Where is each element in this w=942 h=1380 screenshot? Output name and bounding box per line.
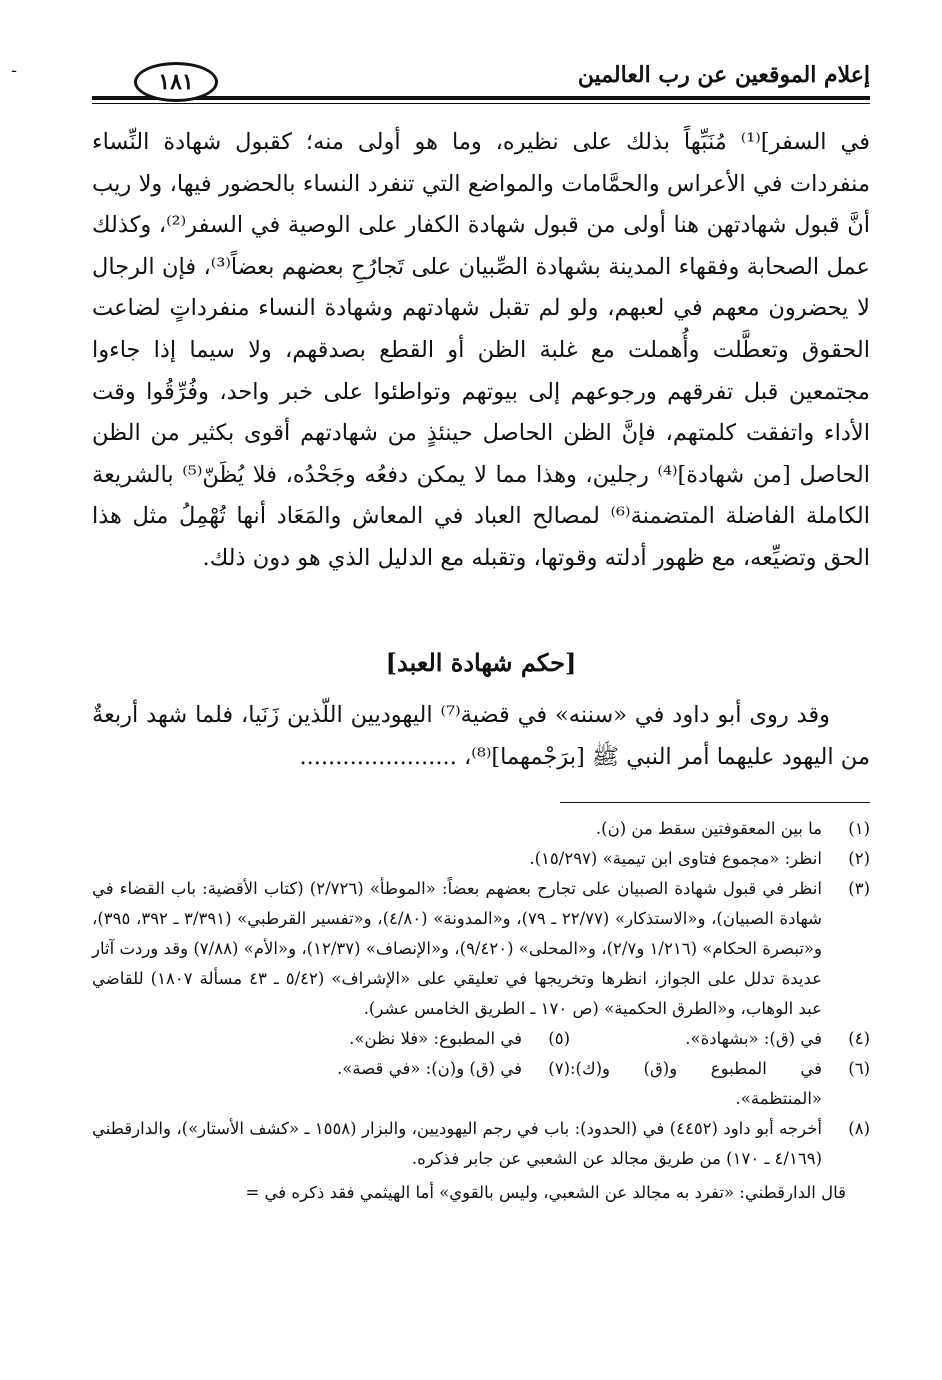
footnote-item <box>570 1024 870 1054</box>
paragraph-text: وقد روى أبو داود في «سننه» في قضية⁽⁷⁾ اليهوديين اللّذين زَنَيا، فلما شهد أربعةٌ من اليهود عليهما أمر النبي ﷺ [برَجْمهما]⁽⁸⁾، <box>92 702 870 770</box>
footnote-item <box>270 1054 570 1114</box>
section-heading: [حكم شهادة العبد] <box>385 648 577 677</box>
ellipsis-dots: ...................... <box>299 744 457 770</box>
footnote-item <box>92 1114 870 1174</box>
footnote-item <box>270 1024 570 1054</box>
footnote-text: في (ق) و(ن): «في قصة». <box>337 1059 522 1078</box>
paragraph <box>92 694 870 778</box>
footnote-text: في (ق): «بشهادة». <box>685 1029 822 1048</box>
footnote-number: (٨) <box>848 1119 870 1138</box>
footnote-row <box>92 1054 870 1114</box>
footnote-text: في المطبوع: «فلا نظن». <box>349 1029 522 1048</box>
footnote-item <box>92 874 870 1024</box>
footnotes <box>92 814 870 1208</box>
page-header <box>92 60 870 100</box>
footnote-row <box>92 1024 870 1054</box>
footnote-text: انظر في قبول شهادة الصبيان على تجارح بعضهم بعضاً: «الموطأ» (٢/٧٢٦) (كتاب الأقضية: باب القضاء في شهادة الصبيان)، و«الاستذكار» (٢٢/٧٧ ـ ٧٩)، و«المدونة» (٤/٨٠)، و«تفسير القرطبي» (٣/٣٩١ ـ ٣٩٢، ٣٩٥)، و«تبصرة الحكام» (١/٢١٦ و٢/٧)، و«المحلى» (٩/٤٢٠)، و«الإنصاف» (١٢/٣٧)، و«الأم» (٧/٨٨) وقد وردت آثار عديدة تدلل على الجواز، انظرها وتخريجها في تعليقي على «الإشراف» (٥/٤٢ ـ ٤٣ مسألة ١٨٠٧) للقاضي عبد الوهاب، و«الطرق الحكمية» (ص ١٧٠ ـ الطريق الخامس عشر). <box>92 879 823 1018</box>
footnote-number: (٢) <box>848 849 870 868</box>
footnote-number: (٦) <box>848 1059 870 1078</box>
footnote-text: أخرجه أبو داود (٤٤٥٢) في (الحدود): باب في رجم اليهوديين، والبزار (١٥٥٨ ـ «كشف الأستار»)، والدارقطني (٤/١٦٩ ـ ١٧٠) من طريق مجالد عن الشعبي عن جابر فذكره. <box>92 1119 823 1168</box>
running-title: إعلام الموقعين عن رب العالمين <box>577 62 870 88</box>
footnote-number: (٧) <box>548 1059 570 1078</box>
footnote-number: (٣) <box>848 879 870 898</box>
main-text <box>92 122 870 580</box>
header-rule <box>92 96 870 100</box>
footnote-item <box>570 1054 870 1114</box>
page-number: ١٨١ <box>134 62 218 102</box>
footnote-item <box>92 814 870 844</box>
footnote-text: ما بين المعقوفتين سقط من (ن). <box>595 819 822 838</box>
footnote-item <box>92 844 870 874</box>
header-rule-thin <box>92 103 870 104</box>
paragraph: في السفر]⁽¹⁾ مُنَبِّهاً بذلك على نظيره، وما هو أولى منه؛ كقبول شهادة النِّساء منفردات في الأعراس والحمَّامات والمواضع التي تنفرد النساء بالحضور فيها، ولا ريب أنَّ قبول شهادتهن هنا أولى من قبول شهادة الكفار على الوصية في السفر⁽²⁾، وكذلك عمل الصحابة وفقهاء المدينة بشهادة الصِّبيان على تَجارُحِ بعضهم بعضاً⁽³⁾، فإن الرجال لا يحضرون معهم في لعبهم، ولو لم تقبل شهادتهم وشهادة النساء منفرداتٍ لضاعت الحقوق وتعطَّلت وأُهملت مع غلبة الظن أو القطع بصدقهم، ولا سيما إذا جاءوا مجتمعين قبل تفرقهم ورجوعهم إلى بيوتهم وتواطئوا على خبر واحد، وفُرِّقُوا وقت الأداء واتفقت كلمتهم، فإنَّ الظن الحاصل حينئذٍ من شهادتهم أقوى بكثير من الظن الحاصل [من شهادة]⁽⁴⁾ رجلين، وهذا مما لا يمكن دفعُه وجَحْدُه، فلا يُظَنّ⁽⁵⁾ بالشريعة الكاملة الفاضلة المتضمنة⁽⁶⁾ لمصالح العباد في المعاش والمَعَاد أنها تُهْمِلُ مثل هذا الحق وتضيِّعه، مع ظهور أدلته وقوتها، وتقبله مع الدليل الذي هو دون ذلك. <box>92 129 870 571</box>
footnote-number: (٤) <box>848 1029 870 1048</box>
footnote-number: (٥) <box>548 1029 570 1048</box>
main-text-continued <box>92 694 870 778</box>
footnote-text: في المطبوع و(ق) و(ك): «المنتظمة». <box>570 1059 822 1108</box>
margin-mark: ـ <box>12 60 17 76</box>
footnote-text: انظر: «مجموع فتاوى ابن تيمية» (١٥/٢٩٧). <box>529 849 822 868</box>
footnote-separator <box>560 802 870 803</box>
footnote-continuation: قال الدارقطني: «تفرد به مجالد عن الشعبي، وليس بالقوي» أما الهيثمي فقد ذكره في = <box>245 1183 846 1202</box>
book-page <box>12 60 870 1360</box>
footnote-number: (١) <box>848 819 870 838</box>
